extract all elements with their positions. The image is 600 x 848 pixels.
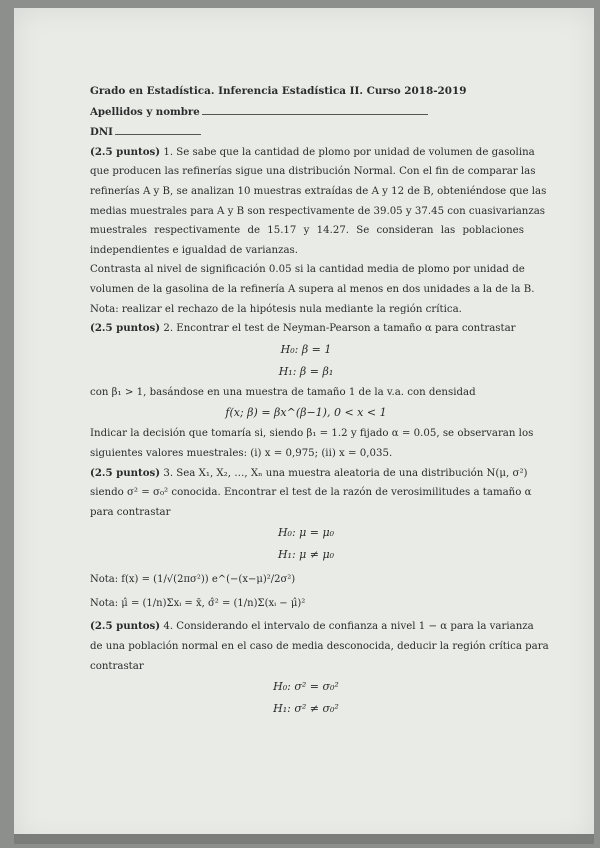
q3-note-estimators: Nota: μ̂ = (1/n)Σxᵢ = x̄, σ̂² = (1/n)Σ(xᵢ − μ̂)² bbox=[90, 597, 306, 609]
question-1 bbox=[90, 143, 547, 319]
q1-line: que producen las refinerías sigue una distribución Normal. Con el fin de comparar las bbox=[90, 166, 536, 178]
q1-line: independientes e igualdad de varianzas. bbox=[90, 244, 299, 256]
exam-sheet bbox=[14, 8, 594, 844]
q2-null-hypothesis: H₀: β = 1 bbox=[280, 342, 332, 356]
dni-field bbox=[90, 122, 522, 143]
q1-line: muestrales respectivamente de 15.17 y 14.27. Se consideran las poblaciones bbox=[90, 225, 524, 237]
q4-intro: 4. Considerando el intervalo de confianza a nivel 1 − α para la varianza bbox=[160, 621, 534, 633]
q1-line: Contrasta al nivel de significación 0.05 si la cantidad media de plomo por unidad de bbox=[90, 264, 525, 276]
q1-line: refinerías A y B, se analizan 10 muestras extraídas de A y 12 de B, obteniéndose que las bbox=[90, 185, 547, 197]
scan-shadow-edge bbox=[14, 834, 594, 844]
q2-values: siguientes valores muestrales: (i) x = 0,975; (ii) x = 0,035. bbox=[90, 447, 393, 459]
dni-label: DNI bbox=[90, 126, 113, 139]
q2-decision: Indicar la decisión que tomaría si, siendo β₁ = 1.2 y fijado α = 0.05, se observaran los bbox=[90, 428, 534, 440]
q3-null-hypothesis: H₀: μ = μ₀ bbox=[277, 526, 335, 540]
q4-null-hypothesis: H₀: σ² = σ₀² bbox=[273, 680, 339, 694]
q2-condition: con β₁ > 1, basándose en una muestra de tamaño 1 de la v.a. con densidad bbox=[90, 386, 476, 398]
question-4 bbox=[90, 617, 549, 720]
q4-line: contrastar bbox=[90, 660, 144, 672]
q3-intro: 3. Sea X₁, X₂, …, Xₙ una muestra aleatoria de una distribución N(μ, σ²) bbox=[160, 467, 528, 479]
name-label: Apellidos y nombre bbox=[90, 105, 200, 118]
q1-points: (2.5 puntos) bbox=[90, 145, 161, 158]
name-blank-line bbox=[202, 102, 428, 115]
q2-alt-hypothesis: H₁: β = β₁ bbox=[278, 364, 334, 378]
q1-note: Nota: realizar el rechazo de la hipótesis nula mediante la región crítica. bbox=[90, 303, 462, 315]
q3-points: (2.5 puntos) bbox=[90, 466, 161, 479]
dni-blank-line bbox=[115, 122, 201, 135]
q1-line: volumen de la gasolina de la refinería A supera al menos en dos unidades a la de la B. bbox=[90, 283, 535, 295]
q3-alt-hypothesis: H₁: μ ≠ μ₀ bbox=[277, 548, 335, 562]
q3-line: siendo σ² = σ₀² conocida. Encontrar el test de la razón de verosimilitudes a tamaño α bbox=[90, 487, 532, 499]
name-field bbox=[90, 102, 522, 123]
q2-intro: 2. Encontrar el test de Neyman-Pearson a tamaño α para contrastar bbox=[160, 323, 516, 335]
question-2 bbox=[90, 319, 534, 463]
q2-density: f(x; β) = βx^(β−1), 0 < x < 1 bbox=[225, 406, 387, 420]
exam-title: Grado en Estadística. Inferencia Estadística II. Curso 2018-2019 bbox=[90, 85, 467, 97]
exam-content bbox=[90, 82, 549, 720]
q1-line: medias muestrales para A y B son respectivamente de 39.05 y 37.45 con cuasivarianzas bbox=[90, 205, 546, 217]
q2-points: (2.5 puntos) bbox=[90, 322, 161, 335]
q1-line: 1. Se sabe que la cantidad de plomo por unidad de volumen de gasolina bbox=[160, 146, 535, 158]
q4-line: de una población normal en el caso de media desconocida, deducir la región crítica para bbox=[90, 641, 549, 653]
q4-points: (2.5 puntos) bbox=[90, 620, 161, 633]
q3-note-density: Nota: f(x) = (1/√(2πσ²)) e^(−(x−μ)²/2σ²) bbox=[90, 574, 296, 586]
question-3 bbox=[90, 464, 532, 614]
q4-alt-hypothesis: H₁: σ² ≠ σ₀² bbox=[273, 702, 339, 716]
q3-line: para contrastar bbox=[90, 506, 171, 518]
